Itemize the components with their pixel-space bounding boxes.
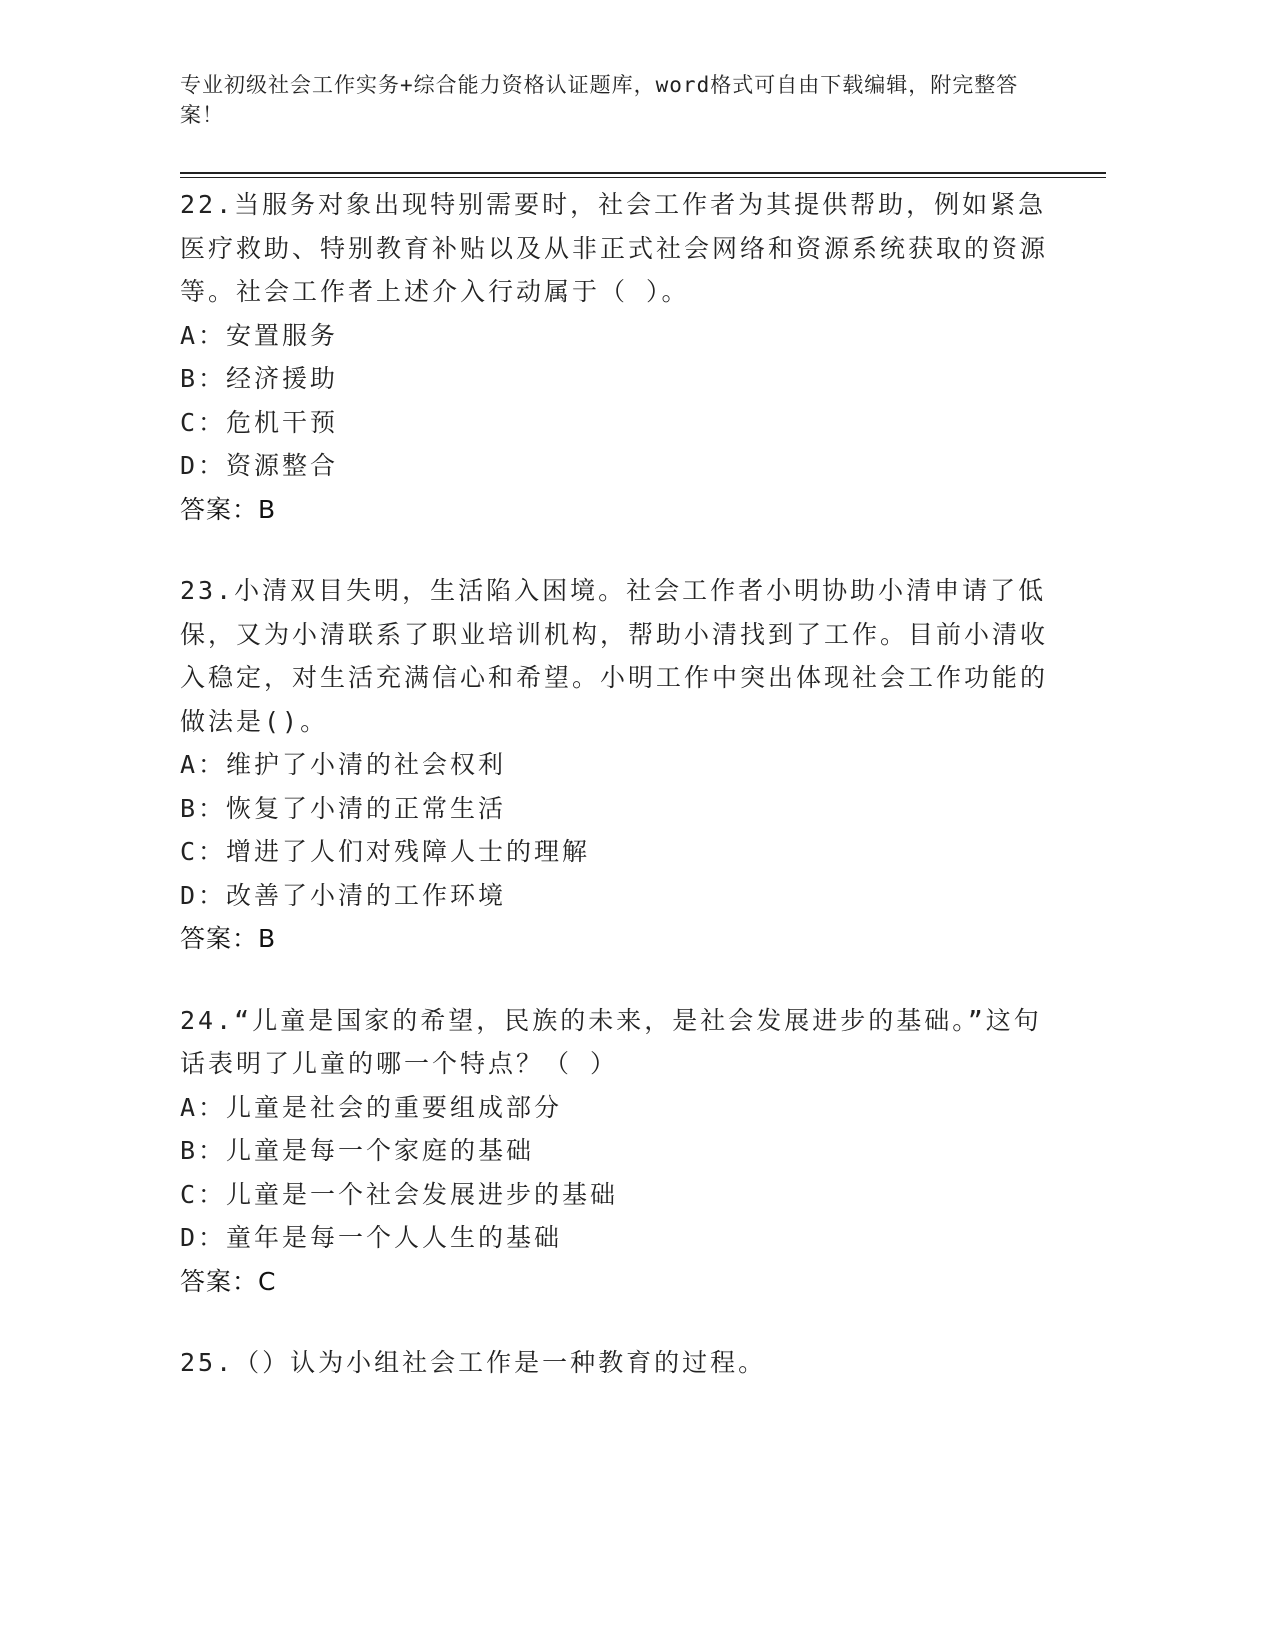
option-a: A：维护了小清的社会权利: [180, 750, 507, 779]
option-d: D：改善了小清的工作环境: [180, 880, 507, 910]
option-c: C：危机干预: [180, 407, 339, 437]
answer-line: 答案：B: [180, 494, 277, 524]
option-list: [180, 743, 1050, 917]
question-stem: 25.（）认为小组社会工作是一种教育的过程。: [180, 1348, 767, 1377]
option-d: D：童年是每一个人人生的基础: [180, 1223, 563, 1252]
question-23: [180, 569, 1050, 961]
question-24: [180, 999, 1050, 1304]
option-d: D：资源整合: [180, 451, 339, 480]
answer-line: 答案：B: [180, 924, 277, 953]
question-25: [180, 1341, 1050, 1385]
option-a: A：安置服务: [180, 320, 339, 350]
option-list: [180, 314, 1050, 488]
option-c: C：儿童是一个社会发展进步的基础: [180, 1179, 619, 1209]
question-list: [180, 183, 1050, 1423]
answer-line: 答案：C: [180, 1266, 277, 1296]
question-stem: 23.小清双目失明，生活陷入困境。社会工作者小明协助小清申请了低保，又为小清联系了职业培训机构，帮助小清找到了工作。目前小清收入稳定，对生活充满信心和希望。小明工作中突出体现社会工作功能的做法是()。: [180, 576, 1049, 736]
option-b: B：恢复了小清的正常生活: [180, 793, 507, 823]
header-divider-thick: [180, 172, 1106, 174]
header-divider-thin: [180, 177, 1106, 178]
option-a: A：儿童是社会的重要组成部分: [180, 1092, 563, 1122]
option-b: B：经济援助: [180, 364, 339, 393]
option-c: C：增进了人们对残障人士的理解: [180, 837, 591, 866]
question-stem: 24.“儿童是国家的希望，民族的未来，是社会发展进步的基础。”这句话表明了儿童的哪一个特点？（ ）: [180, 1005, 1042, 1078]
option-b: B：儿童是每一个家庭的基础: [180, 1136, 535, 1165]
document-header: 专业初级社会工作实务+综合能力资格认证题库，word格式可自由下载编辑，附完整答案！: [180, 73, 1019, 127]
option-list: [180, 1086, 1050, 1260]
question-22: [180, 183, 1050, 531]
question-stem: 22.当服务对象出现特别需要时，社会工作者为其提供帮助，例如紧急医疗救助、特别教育补贴以及从非正式社会网络和资源系统获取的资源等。社会工作者上述介入行动属于（ ）。: [180, 190, 1049, 306]
